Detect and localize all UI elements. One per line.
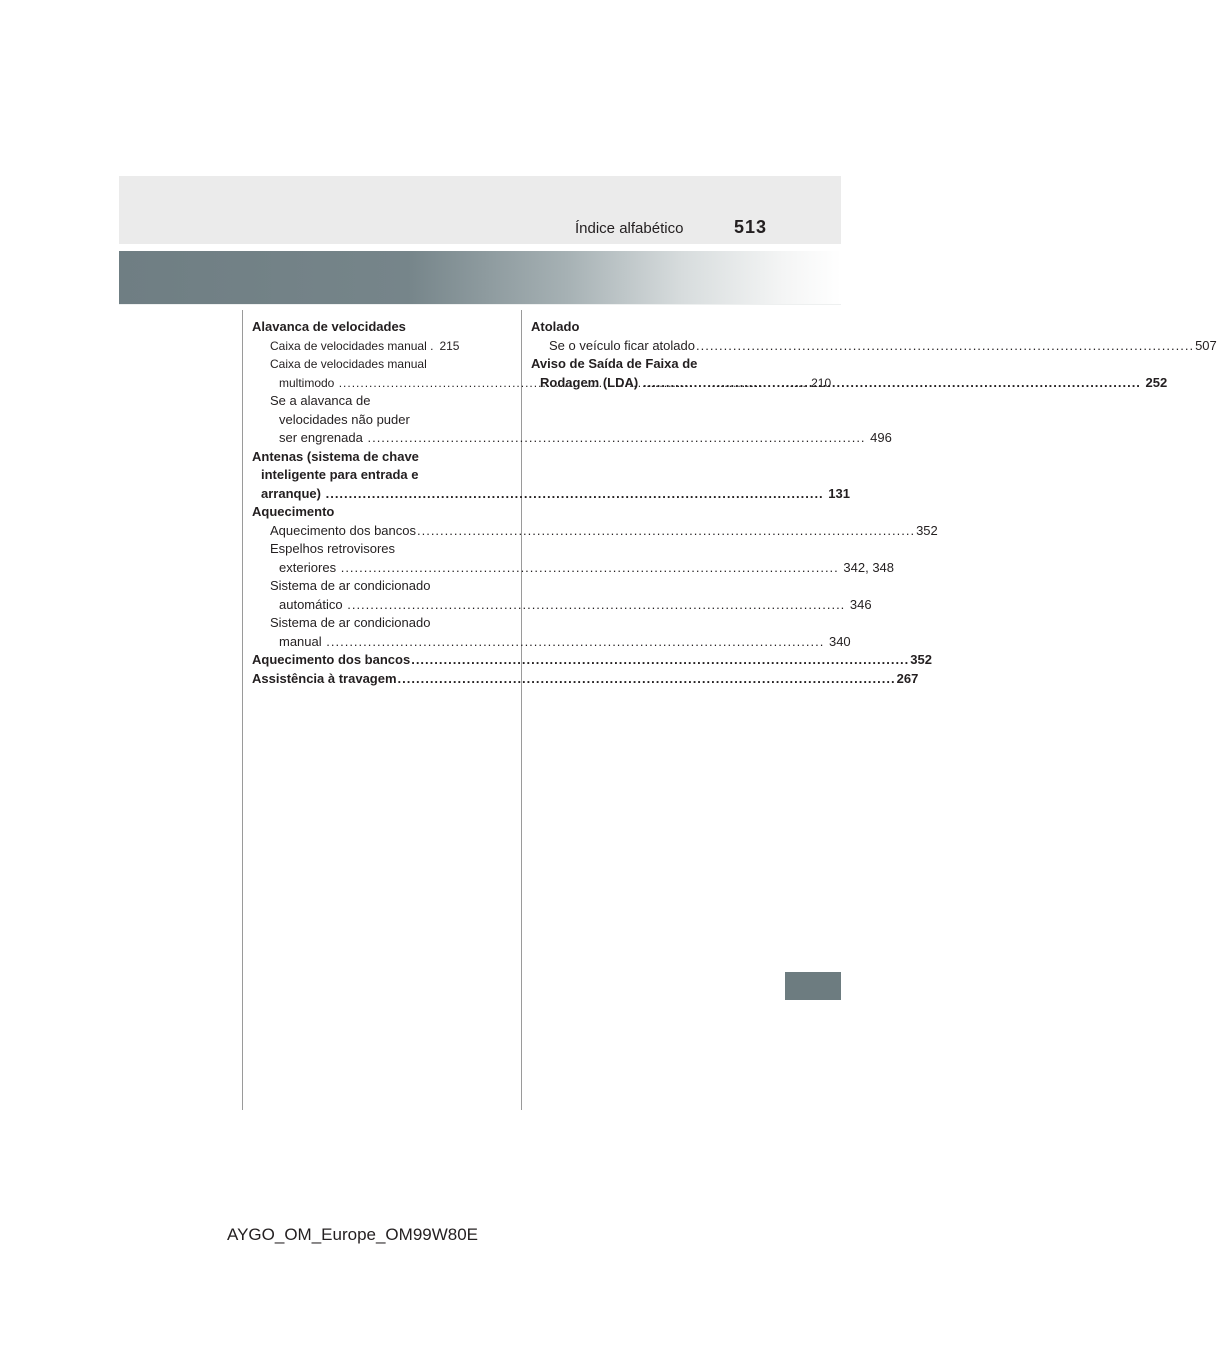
dot-leader xyxy=(326,634,824,649)
header-gradient-underline xyxy=(119,304,841,305)
entry-heading: Alavanca de velocidades xyxy=(252,319,406,334)
dot-leader xyxy=(341,560,839,575)
page-ref: 131 xyxy=(828,485,850,501)
index-subentry xyxy=(252,392,892,448)
page-ref: 210 xyxy=(811,375,832,390)
subentry-text: Sistema de ar condicionado xyxy=(270,578,431,593)
page-ref: 340 xyxy=(828,633,851,649)
dot-leader xyxy=(326,486,824,501)
entry-heading: Aquecimento xyxy=(252,504,335,519)
dot-leader xyxy=(696,337,1194,356)
entry-heading: Assistência à travagem xyxy=(252,670,397,686)
dot-leader xyxy=(347,597,845,612)
entry-heading: inteligente para entrada e xyxy=(261,467,419,482)
page-ref: 496 xyxy=(870,430,892,445)
index-subentry xyxy=(252,540,895,577)
entry-heading: Rodagem (LDA) xyxy=(540,374,639,390)
page-number: 513 xyxy=(734,217,768,237)
subentry-text: Se o veículo ficar atolado xyxy=(549,337,695,353)
index-subentry xyxy=(252,337,470,356)
subentry-text: Aquecimento dos bancos xyxy=(270,522,416,538)
subentry-text: Espelhos retrovisores xyxy=(270,541,395,556)
subentry-text: Caixa de velocidades manual . xyxy=(270,338,434,353)
header-band xyxy=(119,176,841,244)
entry-heading: Antenas (sistema de chave xyxy=(252,448,419,464)
page-ref: 252 xyxy=(1145,374,1168,390)
entry-heading: Aquecimento dos bancos xyxy=(252,652,411,667)
index-entry xyxy=(252,503,470,522)
index-subentry xyxy=(252,577,872,614)
header-gradient-bar xyxy=(119,251,841,304)
page-ref: 346 xyxy=(849,596,872,612)
index-subentry xyxy=(252,614,851,651)
dot-leader xyxy=(367,430,865,445)
page-ref: 342, 348 xyxy=(843,559,895,575)
entry-heading: arranque) xyxy=(261,485,321,501)
index-subentry xyxy=(531,337,1217,356)
subentry-text: exteriores xyxy=(279,559,337,575)
index-subentry xyxy=(252,522,938,541)
index-entry xyxy=(252,448,850,504)
entry-heading: Atolado xyxy=(531,319,580,334)
entry-heading: Aviso de Saída de Faixa de xyxy=(531,356,698,371)
index-entry xyxy=(531,318,749,337)
index-entry xyxy=(252,670,919,689)
chapter-thumb-tab xyxy=(785,972,841,1000)
subentry-text: Caixa de velocidades manual xyxy=(270,357,427,371)
page-ref: 267 xyxy=(896,670,919,686)
subentry-text: Se a alavanca de xyxy=(270,393,371,408)
page-ref: 352 xyxy=(910,652,932,667)
section-title: Índice alfabético xyxy=(575,220,684,237)
subentry-text: multimodo xyxy=(279,375,335,390)
subentry-text: Sistema de ar condicionado xyxy=(270,615,431,630)
subentry-text: manual xyxy=(279,633,322,649)
dot-leader xyxy=(398,670,896,689)
document-code-footer: AYGO_OM_Europe_OM99W80E xyxy=(227,1225,479,1244)
page-ref: 215 xyxy=(439,338,460,353)
index-entry xyxy=(252,651,932,670)
dot-leader xyxy=(643,375,1141,390)
column-rule-left xyxy=(242,310,243,1110)
subentry-text: ser engrenada xyxy=(279,430,363,445)
subentry-text: velocidades não puder xyxy=(279,411,410,427)
page-ref: 352 xyxy=(916,522,938,538)
dot-leader xyxy=(411,651,909,670)
index-entry xyxy=(252,318,470,337)
page-ref: 507 xyxy=(1195,337,1217,353)
dot-leader xyxy=(417,522,915,541)
subentry-text: automático xyxy=(279,596,343,612)
